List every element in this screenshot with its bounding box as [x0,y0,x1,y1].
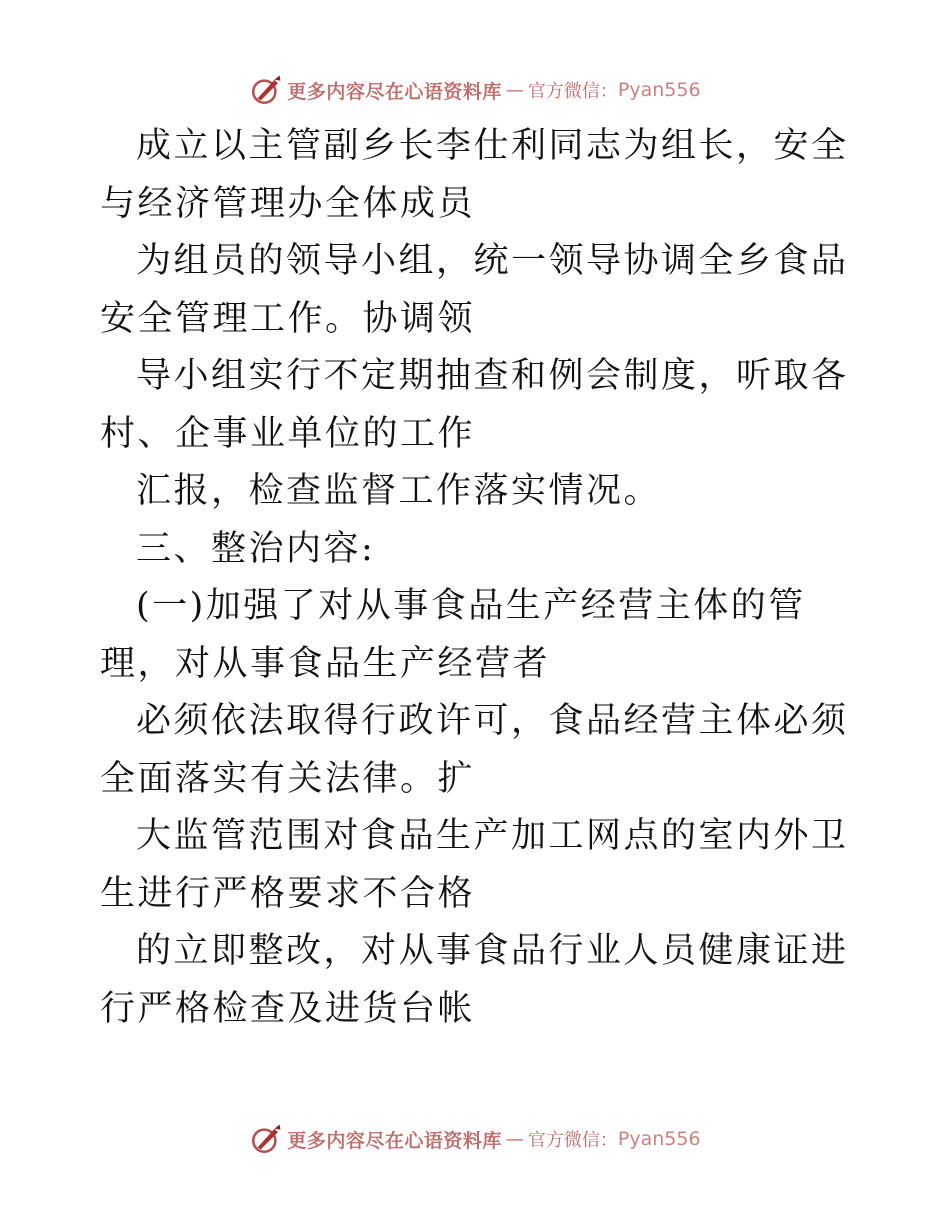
document-body [100,118,855,1038]
watermark-wechat-id: Pyan556 [617,1128,701,1150]
watermark-site-text: 更多内容尽在心语资料库 [287,1129,502,1152]
paragraph: 大监管范围对食品生产加工网点的室内外卫生进行严格要求不合格 [100,816,849,914]
watermark-dash: — [505,79,524,101]
watermark-wechat-id: Pyan556 [617,79,701,101]
paragraph: 导小组实行不定期抽查和例会制度，听取各村、企事业单位的工作 [100,356,849,454]
paragraph: 必须依法取得行政许可，食品经营主体必须全面落实有关法律。扩 [100,701,849,799]
paragraph: (一)加强了对从事食品生产经营主体的管理，对从事食品生产经营者 [100,586,806,684]
header-watermark [0,70,950,110]
watermark-wechat-label: 官方微信： [527,81,618,102]
paragraph: 为组员的领导小组，统一领导协调全乡食品安全管理工作。协调领 [100,241,849,339]
paragraph: 的立即整改，对从事食品行业人员健康证进行严格检查及进货台帐 [100,931,849,1029]
watermark-dash: — [505,1128,524,1150]
paragraph: 汇报，检查监督工作落实情况。 [136,471,662,511]
watermark-wechat-label: 官方微信： [527,1130,618,1151]
watermark-site-text: 更多内容尽在心语资料库 [287,80,502,103]
paragraph: 成立以主管副乡长李仕利同志为组长，安全与经济管理办全体成员 [100,126,849,224]
quill-pen-logo-icon [249,1122,283,1156]
section-heading: 三、整治内容: [136,528,376,569]
quill-pen-logo-icon [249,73,283,107]
footer-watermark [0,1119,950,1159]
